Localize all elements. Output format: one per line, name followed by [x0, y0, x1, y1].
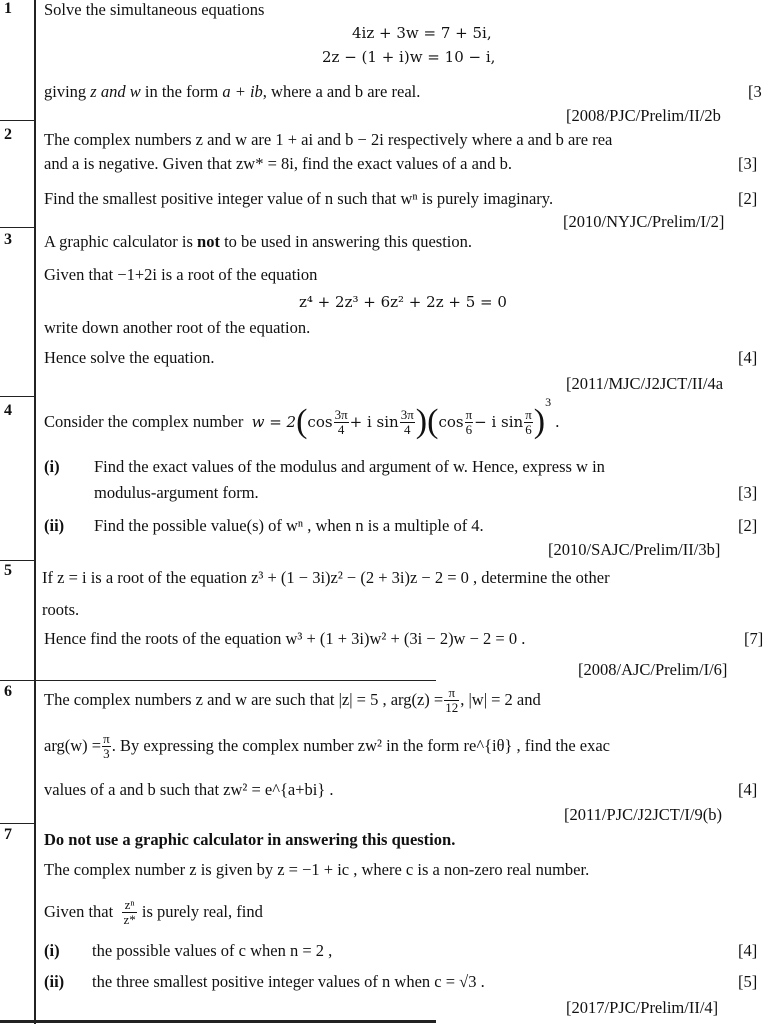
question-text: Find the smallest positive integer value of n such that wⁿ is purely imaginary. [44, 189, 554, 208]
question-text: Solve the simultaneous equations [44, 0, 265, 19]
question-text: giving z and w in the form a + ib, where a and b are real. [44, 82, 421, 101]
question-text: write down another root of the equation. [44, 318, 311, 337]
row-divider [0, 120, 34, 121]
row-divider [0, 823, 34, 824]
source-reference: [2008/PJC/Prelim/II/2b [566, 106, 721, 125]
question-number: 4 [4, 402, 12, 419]
question-text: roots. [42, 600, 80, 619]
source-reference: [2017/PJC/Prelim/II/4] [566, 998, 719, 1017]
question-number: 2 [4, 126, 12, 143]
source-reference: [2010/NYJC/Prelim/I/2] [563, 212, 725, 231]
marks: [4] [738, 780, 758, 799]
question-text: Find the exact values of the modulus and argument of w. Hence, express w in [94, 457, 605, 476]
question-text: If z = i is a root of the equation z³ + (1 − 3i)z² − (2 + 3i)z − 2 = 0 , determine the other [42, 568, 610, 587]
complex-number-expression: Consider the complex number w = 2 ( cos $\frac{3\pi}{4}$ + i sin $\frac{3\pi}{4}$ )( cos $\frac{\pi}{6}$ − i sin $\frac{\pi}{6}$ ) $^3$ . [44, 395, 560, 440]
source-reference: [2010/SAJC/Prelim/II/3b] [548, 540, 721, 559]
marks: [3 [748, 82, 762, 101]
marks: [3] [738, 154, 758, 173]
row-divider [0, 227, 34, 228]
source-reference: [2008/AJC/Prelim/I/6] [578, 660, 728, 679]
source-reference: [2011/MJC/J2JCT/II/4a [566, 374, 724, 393]
column-divider [34, 0, 36, 1024]
equation: z⁴ + 2z³ + 6z² + 2z + 5 = 0 [299, 293, 507, 311]
source-reference: [2011/PJC/J2JCT/I/9(b) [564, 805, 722, 824]
fraction: $\frac{\pi}{3}$ [103, 730, 110, 761]
question-text: modulus-argument form. [94, 483, 259, 502]
question-text: Hence find the roots of the equation w³ + (1 + 3i)w² + (3i − 2)w − 2 = 0 . [44, 629, 526, 648]
marks: [4] [738, 941, 758, 960]
marks: [5] [738, 972, 758, 991]
question-text: Given that $\frac{\text{zⁿ}}{z*}$ is purely real, find [44, 896, 263, 927]
marks: [2] [738, 189, 758, 208]
marks: [3] [738, 483, 758, 502]
question-text: A graphic calculator is not to be used in answering this question. [44, 232, 473, 251]
question-text: The complex numbers z and w are 1 + ai and b − 2i respectively where a and b are rea [44, 130, 613, 149]
fraction: $\frac{3\pi}{4}$ [334, 406, 348, 437]
part-label: (ii) [44, 516, 65, 535]
fraction: $\frac{\text{zⁿ}}{z*}$ [123, 896, 136, 927]
part-label: (ii) [44, 972, 65, 991]
fraction: $\frac{\pi}{6}$ [465, 406, 473, 437]
marks: [7] [744, 629, 764, 648]
question-number: 7 [4, 826, 12, 843]
question-text: values of a and b such that zw² = e^{a+bi} . [44, 780, 334, 799]
question-number: 1 [4, 0, 12, 17]
marks: [4] [738, 348, 758, 367]
question-text: Given that −1+2i is a root of the equation [44, 265, 318, 284]
equation: 2z − (1 + i)w = 10 − i, [322, 48, 496, 66]
part-label: (i) [44, 457, 60, 476]
question-number: 3 [4, 231, 12, 248]
equation: 4iz + 3w = 7 + 5i, [352, 24, 492, 42]
row-divider [0, 396, 34, 397]
instruction-text: Do not use a graphic calculator in answering this question. [44, 830, 456, 849]
question-number: 5 [4, 562, 12, 579]
question-text: and a is negative. Given that zw* = 8i, find the exact values of a and b. [44, 154, 512, 173]
question-text: the three smallest positive integer values of n when c = √3 . [92, 972, 485, 991]
fraction: $\frac{3\pi}{4}$ [400, 406, 414, 437]
question-number: 6 [4, 683, 12, 700]
question-text: The complex numbers z and w are such that |z| = 5 , arg(z) = $\frac{\pi}{12}$ , |w| = 2 and [44, 684, 541, 715]
question-text: Find the possible value(s) of wⁿ , when n is a multiple of 4. [94, 516, 484, 535]
fraction: $\frac{\pi}{6}$ [525, 406, 532, 437]
question-text: Hence solve the equation. [44, 348, 215, 367]
part-label: (i) [44, 941, 60, 960]
question-text: the possible values of c when n = 2 , [92, 941, 333, 960]
bottom-border [0, 1020, 436, 1023]
marks: [2] [738, 516, 758, 535]
question-text: arg(w) = $\frac{\pi}{3}$ . By expressing the complex number zw² in the form re^{iθ} , find the exac [44, 730, 610, 761]
question-text: The complex number z is given by z = −1 + ic , where c is a non-zero real number. [44, 860, 590, 879]
fraction: $\frac{\pi}{12}$ [445, 684, 459, 715]
